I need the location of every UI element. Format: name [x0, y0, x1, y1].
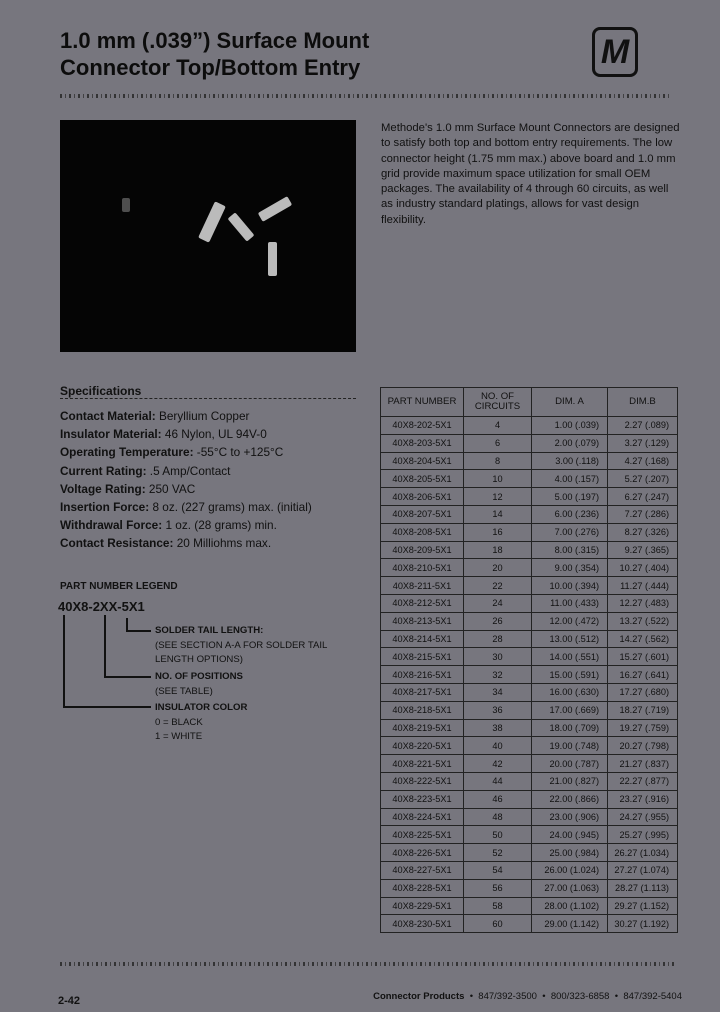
col-dim-a: DIM. A — [532, 388, 608, 417]
title-line-1: 1.0 mm (.039”) Surface Mount — [60, 28, 370, 53]
dim-a-cell: 4.00 (.157) — [532, 470, 608, 488]
specifications-list — [60, 407, 312, 553]
circuits-cell: 30 — [464, 648, 532, 666]
table-row — [381, 577, 678, 595]
table-header-row — [381, 388, 678, 417]
spec-value: 1 oz. (28 grams) min. — [165, 518, 277, 533]
part-number-cell: 40X8-214-5X1 — [381, 630, 464, 648]
spec-value: .5 Amp/Contact — [149, 463, 231, 478]
separator: • — [542, 991, 546, 1002]
color-black: 0 = BLACK — [155, 716, 203, 728]
solder-tail-title: SOLDER TAIL LENGTH: — [155, 625, 264, 636]
spec-item — [60, 462, 312, 480]
table-row — [381, 612, 678, 630]
dim-a-cell: 3.00 (.118) — [532, 452, 608, 470]
spec-item — [60, 480, 312, 498]
dim-b-cell: 16.27 (.641) — [608, 666, 678, 684]
circuits-cell: 58 — [464, 897, 532, 915]
footer-company: Connector Products — [373, 991, 465, 1002]
dim-b-cell: 26.27 (1.034) — [608, 844, 678, 862]
part-number-cell: 40X8-229-5X1 — [381, 897, 464, 915]
part-number-cell: 40X8-203-5X1 — [381, 434, 464, 452]
connector-image — [258, 196, 292, 222]
spec-value: 8 oz. (227 grams) max. (initial) — [152, 500, 312, 515]
dim-a-cell: 16.00 (.630) — [532, 683, 608, 701]
part-number-cell: 40X8-225-5X1 — [381, 826, 464, 844]
dim-b-cell: 18.27 (.719) — [608, 701, 678, 719]
table-row — [381, 826, 678, 844]
part-number-cell: 40X8-219-5X1 — [381, 719, 464, 737]
table-row — [381, 470, 678, 488]
circuits-cell: 4 — [464, 417, 532, 435]
part-number-cell: 40X8-213-5X1 — [381, 612, 464, 630]
circuits-cell: 54 — [464, 861, 532, 879]
legend-line — [63, 706, 151, 708]
dim-a-cell: 29.00 (1.142) — [532, 915, 608, 933]
part-number-cell: 40X8-208-5X1 — [381, 523, 464, 541]
legend-line — [63, 615, 65, 707]
dim-b-cell: 30.27 (1.192) — [608, 915, 678, 933]
specifications-heading: Specifications — [60, 384, 142, 398]
footer-fax: 847/392-5404 — [623, 991, 682, 1002]
part-number-cell: 40X8-204-5X1 — [381, 452, 464, 470]
spec-item — [60, 516, 312, 534]
dim-a-cell: 18.00 (.709) — [532, 719, 608, 737]
scan-noise-divider — [60, 94, 670, 98]
solder-tail-note: LENGTH OPTIONS) — [155, 654, 243, 665]
dim-a-cell: 20.00 (.787) — [532, 755, 608, 773]
legend-line — [104, 676, 151, 678]
dim-a-cell: 12.00 (.472) — [532, 612, 608, 630]
spec-value: 250 VAC — [148, 481, 196, 496]
table-row — [381, 505, 678, 523]
dim-b-cell: 12.27 (.483) — [608, 594, 678, 612]
part-number-cell: 40X8-211-5X1 — [381, 577, 464, 595]
table-row — [381, 879, 678, 897]
circuits-cell: 14 — [464, 505, 532, 523]
connector-image — [198, 201, 226, 242]
spec-item — [60, 498, 312, 516]
dim-a-cell: 28.00 (1.102) — [532, 897, 608, 915]
dim-a-cell: 21.00 (.827) — [532, 772, 608, 790]
page-number: 2-42 — [58, 995, 81, 1007]
dim-a-cell: 17.00 (.669) — [532, 701, 608, 719]
dim-a-cell: 22.00 (.866) — [532, 790, 608, 808]
dim-a-cell: 15.00 (.591) — [532, 666, 608, 684]
part-number-cell: 40X8-223-5X1 — [381, 790, 464, 808]
table-row — [381, 683, 678, 701]
dim-b-cell: 2.27 (.089) — [608, 417, 678, 435]
positions-note: (SEE TABLE) — [155, 685, 213, 697]
col-part-number: PART NUMBER — [381, 388, 464, 417]
dimensions-table — [380, 387, 678, 933]
circuits-cell: 60 — [464, 915, 532, 933]
part-number-cell: 40X8-210-5X1 — [381, 559, 464, 577]
part-number-cell: 40X8-205-5X1 — [381, 470, 464, 488]
circuits-cell: 20 — [464, 559, 532, 577]
dim-b-cell: 19.27 (.759) — [608, 719, 678, 737]
table-row — [381, 897, 678, 915]
table-row — [381, 523, 678, 541]
part-number-cell: 40X8-209-5X1 — [381, 541, 464, 559]
separator: • — [469, 991, 474, 1002]
dim-b-cell: 5.27 (.207) — [608, 470, 678, 488]
logo-letter: M — [600, 32, 630, 71]
part-number-cell: 40X8-226-5X1 — [381, 844, 464, 862]
table-row — [381, 417, 678, 435]
circuits-cell: 24 — [464, 594, 532, 612]
spec-item — [60, 425, 312, 443]
connector-image — [228, 212, 255, 241]
dim-b-cell: 15.27 (.601) — [608, 648, 678, 666]
dim-b-cell: 7.27 (.286) — [608, 505, 678, 523]
part-number-cell: 40X8-222-5X1 — [381, 772, 464, 790]
spec-item — [60, 534, 312, 552]
part-number-cell: 40X8-220-5X1 — [381, 737, 464, 755]
dim-a-cell: 27.00 (1.063) — [532, 879, 608, 897]
dim-a-cell: 19.00 (.748) — [532, 737, 608, 755]
circuits-cell: 44 — [464, 772, 532, 790]
circuits-cell: 48 — [464, 808, 532, 826]
legend-positions — [155, 670, 243, 699]
dim-b-cell: 8.27 (.326) — [608, 523, 678, 541]
spec-value: 20 Milliohms max. — [176, 536, 272, 551]
dim-b-cell: 3.27 (.129) — [608, 434, 678, 452]
spec-label: Contact Material: — [60, 409, 156, 423]
dim-b-cell: 24.27 (.955) — [608, 808, 678, 826]
legend-solder-tail — [155, 624, 327, 668]
spec-item — [60, 407, 312, 425]
dim-a-cell: 1.00 (.039) — [532, 417, 608, 435]
methode-logo — [592, 27, 638, 77]
dim-a-cell: 5.00 (.197) — [532, 488, 608, 506]
circuits-cell: 36 — [464, 701, 532, 719]
table-row — [381, 488, 678, 506]
legend-line — [126, 630, 151, 632]
dim-a-cell: 24.00 (.945) — [532, 826, 608, 844]
spec-label: Voltage Rating: — [60, 481, 146, 496]
circuits-cell: 32 — [464, 666, 532, 684]
dim-b-cell: 13.27 (.522) — [608, 612, 678, 630]
spec-label: Withdrawal Force: — [60, 518, 163, 533]
dim-a-cell: 23.00 (.906) — [532, 808, 608, 826]
table-row — [381, 737, 678, 755]
part-number-cell: 40X8-202-5X1 — [381, 417, 464, 435]
circuits-cell: 40 — [464, 737, 532, 755]
col-dim-b: DIM.B — [608, 388, 678, 417]
spec-label: Insertion Force: — [60, 500, 150, 515]
part-number-cell: 40X8-215-5X1 — [381, 648, 464, 666]
part-number-cell: 40X8-228-5X1 — [381, 879, 464, 897]
dim-a-cell: 25.00 (.984) — [532, 844, 608, 862]
dim-a-cell: 10.00 (.394) — [532, 577, 608, 595]
table-row — [381, 861, 678, 879]
table-row — [381, 452, 678, 470]
circuits-cell: 52 — [464, 844, 532, 862]
table-row — [381, 434, 678, 452]
dim-b-cell: 27.27 (1.074) — [608, 861, 678, 879]
circuits-cell: 26 — [464, 612, 532, 630]
part-number-cell: 40X8-230-5X1 — [381, 915, 464, 933]
dim-b-cell: 4.27 (.168) — [608, 452, 678, 470]
spec-value: Beryllium Copper — [158, 409, 250, 423]
dim-b-cell: 9.27 (.365) — [608, 541, 678, 559]
spec-item — [60, 443, 312, 461]
part-number-cell: 40X8-224-5X1 — [381, 808, 464, 826]
dim-b-cell: 29.27 (1.152) — [608, 897, 678, 915]
circuits-cell: 12 — [464, 488, 532, 506]
color-title: INSULATOR COLOR — [155, 702, 248, 713]
dim-b-cell: 17.27 (.680) — [608, 683, 678, 701]
circuits-cell: 34 — [464, 683, 532, 701]
table-row — [381, 790, 678, 808]
intro-paragraph: Methode's 1.0 mm Surface Mount Connectors are designed to satisfy both top and bottom entry requirements. The low connector height (1.75 mm max.) above board and 1.0 mm grid provide maximum space utilization for small OEM packages. The availability of 4 through 60 circuits, as well as industry standard platings, allows for vast design flexibility. — [381, 122, 680, 226]
scan-noise-divider — [60, 962, 675, 966]
dim-b-cell: 20.27 (.798) — [608, 737, 678, 755]
table-row — [381, 772, 678, 790]
footer-contact — [373, 991, 682, 1002]
table-row — [381, 666, 678, 684]
circuits-cell: 16 — [464, 523, 532, 541]
spec-label: Insulator Material: — [60, 427, 162, 442]
dim-a-cell: 2.00 (.079) — [532, 434, 608, 452]
table-row — [381, 701, 678, 719]
dim-a-cell: 6.00 (.236) — [532, 505, 608, 523]
col-circuits: NO. OF CIRCUITS — [464, 388, 532, 417]
circuits-cell: 46 — [464, 790, 532, 808]
spec-value: 46 Nylon, UL 94V-0 — [164, 427, 267, 442]
table-row — [381, 719, 678, 737]
dim-a-cell: 11.00 (.433) — [532, 594, 608, 612]
table-row — [381, 594, 678, 612]
part-number-cell: 40X8-207-5X1 — [381, 505, 464, 523]
product-photo — [60, 120, 356, 352]
circuits-cell: 22 — [464, 577, 532, 595]
table-row — [381, 755, 678, 773]
dim-b-cell: 23.27 (.916) — [608, 790, 678, 808]
table-row — [381, 915, 678, 933]
table-row — [381, 630, 678, 648]
spec-label: Current Rating: — [60, 463, 147, 478]
circuits-cell: 8 — [464, 452, 532, 470]
part-number-cell: 40X8-206-5X1 — [381, 488, 464, 506]
spec-label: Contact Resistance: — [60, 536, 174, 551]
color-white: 1 = WHITE — [155, 731, 203, 742]
dim-b-cell: 6.27 (.247) — [608, 488, 678, 506]
spec-value: -55°C to +125°C — [196, 445, 284, 460]
table-row — [381, 541, 678, 559]
positions-title: NO. OF POSITIONS — [155, 671, 243, 682]
connector-image — [122, 198, 130, 212]
legend-line — [104, 615, 106, 677]
solder-tail-note: (SEE SECTION A-A FOR SOLDER TAIL — [155, 639, 328, 651]
part-number-cell: 40X8-212-5X1 — [381, 594, 464, 612]
part-number-cell: 40X8-218-5X1 — [381, 701, 464, 719]
circuits-cell: 42 — [464, 755, 532, 773]
table-row — [381, 648, 678, 666]
title-line-2: Connector Top/Bottom Entry — [60, 55, 361, 80]
dim-a-cell: 9.00 (.354) — [532, 559, 608, 577]
legend-insulator-color — [155, 701, 247, 745]
dim-b-cell: 28.27 (1.113) — [608, 879, 678, 897]
dim-b-cell: 11.27 (.444) — [608, 577, 678, 595]
circuits-cell: 6 — [464, 434, 532, 452]
divider — [60, 398, 356, 399]
dim-a-cell: 8.00 (.315) — [532, 541, 608, 559]
circuits-cell: 28 — [464, 630, 532, 648]
dim-a-cell: 13.00 (.512) — [532, 630, 608, 648]
circuits-cell: 50 — [464, 826, 532, 844]
dim-b-cell: 25.27 (.995) — [608, 826, 678, 844]
part-number-cell: 40X8-217-5X1 — [381, 683, 464, 701]
legend-heading: PART NUMBER LEGEND — [60, 581, 178, 592]
circuits-cell: 56 — [464, 879, 532, 897]
circuits-cell: 38 — [464, 719, 532, 737]
circuits-cell: 18 — [464, 541, 532, 559]
legend-part-number: 40X8-2XX-5X1 — [58, 599, 145, 614]
part-number-cell: 40X8-221-5X1 — [381, 755, 464, 773]
dim-a-cell: 7.00 (.276) — [532, 523, 608, 541]
part-number-cell: 40X8-227-5X1 — [381, 861, 464, 879]
table-row — [381, 844, 678, 862]
dim-b-cell: 22.27 (.877) — [608, 772, 678, 790]
spec-label: Operating Temperature: — [60, 445, 194, 460]
table-row — [381, 808, 678, 826]
dim-b-cell: 14.27 (.562) — [608, 630, 678, 648]
page-title — [60, 27, 369, 81]
dim-b-cell: 21.27 (.837) — [608, 755, 678, 773]
separator: • — [614, 991, 619, 1002]
dim-a-cell: 14.00 (.551) — [532, 648, 608, 666]
footer-phone: 800/323-6858 — [550, 991, 610, 1002]
part-number-cell: 40X8-216-5X1 — [381, 666, 464, 684]
connector-image — [268, 242, 277, 276]
table-row — [381, 559, 678, 577]
dim-b-cell: 10.27 (.404) — [608, 559, 678, 577]
footer-phone: 847/392-3500 — [478, 991, 537, 1002]
circuits-cell: 10 — [464, 470, 532, 488]
dim-a-cell: 26.00 (1.024) — [532, 861, 608, 879]
